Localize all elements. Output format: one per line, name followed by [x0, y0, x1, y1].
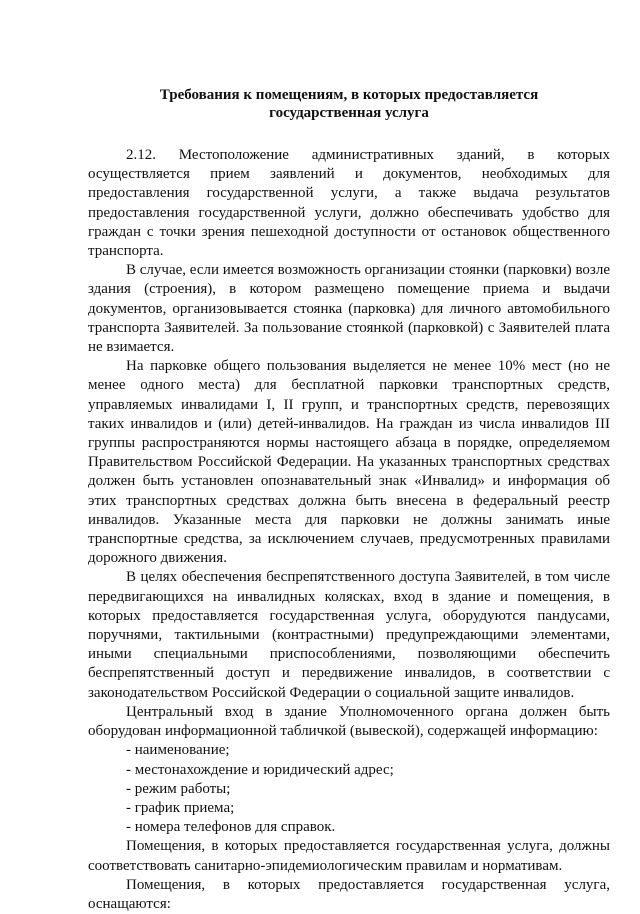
- section-title: [88, 86, 610, 122]
- paragraph-location: 2.12. Местоположение административных зданий, в которых осуществляется прием заявлений и документов, необходимых для предоставления государственной услуги, а также выдача результатов предоставления государственной услуги, должно обеспечивать удобство для граждан с точки зрения пешеходной доступности от остановок общественного транспорта.: [88, 147, 610, 260]
- paragraph-sanitary: Помещения, в которых предоставляется государственная услуга, должны соответствовать санитарно-эпидемиологическим правилам и нормативам.: [88, 838, 610, 874]
- paragraph-equipment: Помещения, в которых предоставляется государственная услуга, оснащаются:: [88, 876, 610, 912]
- paragraph-parking: В случае, если имеется возможность организации стоянки (парковки) возле здания (строения), в котором размещено помещение приема и выдачи документов, организовывается стоянка (парковка) для личного автомобильного транспорта Заявителей. За пользование стоянкой (парковкой) с Заявителей плата не взимается.: [88, 262, 610, 356]
- list-item: - график приема;: [126, 799, 235, 816]
- document-page: [88, 86, 610, 914]
- section-title-line-2: государственная услуга: [269, 105, 429, 121]
- paragraph-accessibility: В целях обеспечения беспрепятственного доступа Заявителей, в том числе передвигающихся на инвалидных колясках, вход в здание и помещения, в которых предоставляется государственная услуга, оборудуются пандусами, поручнями, тактильными (контрастными) предупреждающими элементами, иными специальными приспособлениями, позволяющими обеспечить беспрепятственный доступ и передвижение инвалидов, в соответствии с законодательством Российской Федерации о социальной защите инвалидов.: [88, 569, 610, 701]
- list-item: - наименование;: [126, 742, 230, 759]
- sign-info-list: [88, 741, 610, 837]
- section-title-line-1: Требования к помещениям, в которых предоставляется: [159, 87, 539, 103]
- list-item: - номера телефонов для справок.: [126, 819, 336, 836]
- paragraph-entrance-sign: Центральный вход в здание Уполномоченного органа должен быть оборудован информационной табличкой (вывеской), содержащей информацию:: [88, 703, 610, 740]
- list-item: - режим работы;: [126, 780, 231, 797]
- list-item: - местонахождение и юридический адрес;: [126, 761, 394, 778]
- paragraph-disabled-parking: На парковке общего пользования выделяется не менее 10% мест (но не менее одного места) для бесплатной парковки транспортных средств, управляемых инвалидами I, II групп, и транспортных средств, перевозящих таких инвалидов и (или) детей-инвалидов. На граждан из числа инвалидов III группы распространяются нормы настоящего абзаца в порядке, определяемом Правительством Российской Федерации. На указанных транспортных средствах должен быть установлен опознавательный знак «Инвалид» и информация об этих транспортных средствах должна быть внесена в федеральный реестр инвалидов. Указанные места для парковки не должны занимать иные транспортные средства, за исключением случаев, предусмотренных правилами дорожного движения.: [88, 358, 610, 567]
